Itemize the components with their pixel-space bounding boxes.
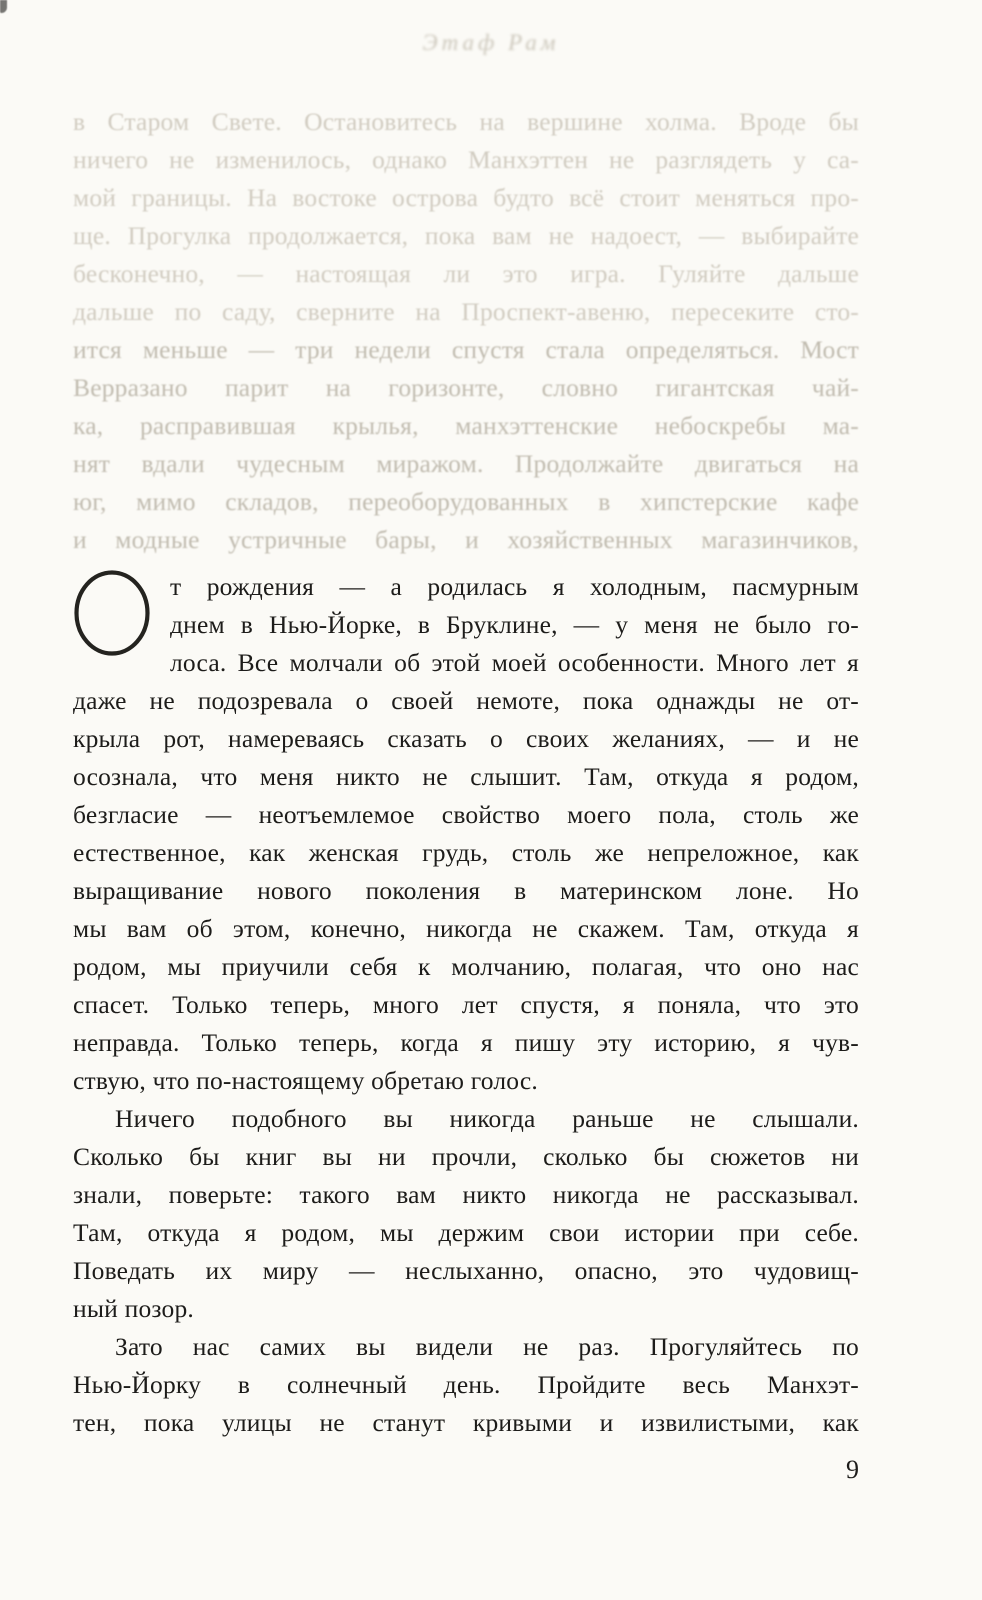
text-line: Поведать их миру — неслыханно, опасно, это чудовищ-: [73, 1256, 859, 1285]
text-line: Там, откуда я родом, мы держим свои истории при себе.: [73, 1218, 859, 1247]
text-line: ный позор.: [73, 1294, 194, 1323]
text-line: даже не подозревала о своей немоте, пока однажды не от-: [73, 686, 859, 715]
text-line: естественное, как женская грудь, столь же непреложное, как: [73, 838, 859, 867]
bleedthrough-line: ще. Прогулка продолжается, пока вам не надоест, — выбирайте: [73, 221, 859, 250]
text-line: Сколько бы книг вы ни прочли, сколько бы сюжетов ни: [73, 1142, 859, 1171]
text-line: родом, мы приучили себя к молчанию, полагая, что оно нас: [73, 952, 859, 981]
bleedthrough-line: Верразано парит на горизонте, словно гигантская чай-: [73, 373, 859, 402]
bleedthrough-line: дальше по саду, сверните на Проспект-авеню, пересеките сто-: [73, 297, 859, 326]
dropcap-ellipse-icon: [73, 570, 151, 656]
bleedthrough-running-header: Этаф Рам: [422, 30, 560, 55]
bleedthrough-line: ится меньше — три недели спустя стала определяться. Мост: [73, 335, 859, 364]
text-line: выращивание нового поколения в материнском лоне. Но: [73, 876, 859, 905]
text-line: неправда. Только теперь, когда я пишу эту историю, я чув-: [73, 1028, 859, 1057]
text-line: знали, поверьте: такого вам никто никогда не рассказывал.: [73, 1180, 859, 1209]
page-number: 9: [846, 1455, 859, 1484]
text-line: безгласие — неотъемлемое свойство моего пола, столь же: [73, 800, 859, 829]
bleedthrough-lines: [73, 103, 859, 559]
bleedthrough-line: в Старом Свете. Остановитесь на вершине холма. Вроде бы: [73, 107, 859, 136]
scan-speck: [0, 0, 7, 13]
body-text: [73, 568, 859, 1442]
text-line: днем в Нью-Йорке, в Бруклине, — у меня не было го-: [170, 610, 859, 639]
bleedthrough-line: бесконечно, — настоящая ли это игра. Гуляйте дальше: [73, 259, 859, 288]
text-line: лоса. Все молчали об этой моей особенности. Много лет я: [170, 648, 859, 677]
bleedthrough-line: и модные устричные бары, и хозяйственных магазинчиков,: [73, 525, 859, 554]
bleedthrough-line: мой границы. На востоке острова будто всё стоит меняться про-: [73, 183, 859, 212]
bleedthrough-line: ка, расправившая крылья, манхэттенские небоскребы ма-: [73, 411, 859, 440]
bleedthrough-line: нят вдали чудесным миражом. Продолжайте двигаться на: [73, 449, 859, 478]
text-line: спасет. Только теперь, много лет спустя, я поняла, что это: [73, 990, 859, 1019]
text-line: т рождения — а родилась я холодным, пасмурным: [170, 572, 859, 601]
text-line: Нью-Йорку в солнечный день. Пройдите весь Манхэт-: [73, 1370, 859, 1399]
dropcap-letter-o: [73, 569, 155, 645]
text-line: крыла рот, намереваясь сказать о своих желаниях, — и не: [73, 724, 859, 753]
text-line: Зато нас самих вы видели не раз. Прогуляйтесь по: [115, 1332, 859, 1361]
text-line: осознала, что меня никто не слышит. Там, откуда я родом,: [73, 762, 859, 791]
bleedthrough-line: юг, мимо складов, переоборудованных в хипстерские кафе: [73, 487, 859, 516]
text-line: тен, пока улицы не станут кривыми и извилистыми, как: [73, 1408, 859, 1437]
text-line: Ничего подобного вы никогда раньше не слышали.: [115, 1104, 859, 1133]
text-line: ствую, что по-настоящему обретаю голос.: [73, 1066, 538, 1095]
bleedthrough-line: ничего не изменилось, однако Манхэттен не разглядеть у са-: [73, 145, 859, 174]
text-line: мы вам об этом, конечно, никогда не скажем. Там, откуда я: [73, 914, 859, 943]
